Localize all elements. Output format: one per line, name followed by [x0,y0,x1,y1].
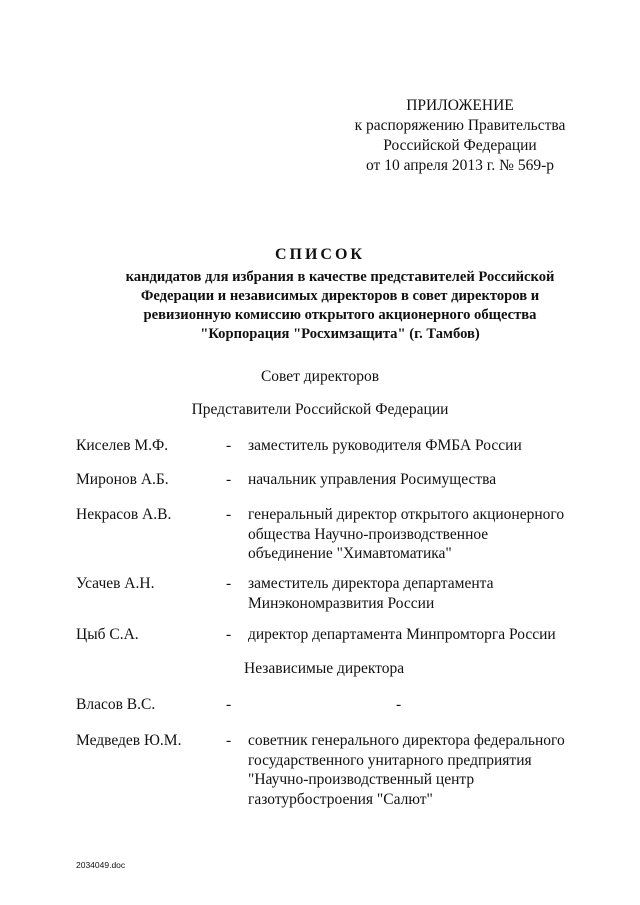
subtitle-line: "Корпорация "Росхимзащита" (г. Тамбов) [200,326,480,342]
subtitle-line: ревизионную комиссию открытого акционерного общества [143,307,537,323]
separator-dash: - [226,696,232,713]
appendix-line: Российской Федерации [383,137,537,154]
candidate-position [396,695,416,715]
subtitle-line: Федерации и независимых директоров в совет директоров и [140,288,540,304]
position-line: газотурбостроения "Салют" [248,790,433,808]
position-line: объединение "Химавтоматика" [248,545,452,562]
position-line: Минэкономразвития России [248,594,435,612]
section-federation-reps-heading: Представители Российской Федерации [191,401,449,418]
position-line: генеральный директор открытого акционерного [248,506,565,523]
candidate-position [248,625,588,645]
candidate-position [248,436,588,456]
section-board-heading: Совет директоров [260,368,380,385]
position-line: советник генерального директора федерального [248,732,565,749]
appendix-heading: ПРИЛОЖЕНИЕ [406,97,514,114]
document-title: СПИСОК [274,246,366,263]
candidate-position [248,574,588,613]
candidate-name: Цыб С.А. [76,626,139,643]
candidate-name: Киселев М.Ф. [76,437,169,454]
candidate-position [248,731,588,809]
candidate-name: Некрасов А.В. [76,506,172,523]
position-line: "Научно-производственный центр [248,771,475,788]
appendix-line: к распоряжению Правительства [354,117,566,134]
position-line: общества Научно-производственное [248,525,489,543]
separator-dash: - [226,506,232,523]
candidate-name: Усачев А.Н. [76,575,155,592]
separator-dash: - [226,732,232,749]
document-subtitle [40,268,640,344]
subtitle-line: кандидатов для избрания в качестве представителей Российской [125,269,555,285]
position-line: - [396,696,402,713]
position-line: директор департамента Минпромторга России [248,626,556,643]
candidate-position [248,470,588,490]
document-filename: 2034049.doc [76,860,126,870]
candidate-name: Медведев Ю.М. [76,732,182,749]
separator-dash: - [226,575,232,592]
candidate-position [248,505,588,564]
position-line: начальник управления Росимущества [248,471,497,488]
separator-dash: - [226,471,232,488]
section-independent-heading: Независимые директора [244,660,405,677]
separator-dash: - [226,626,232,643]
position-line: заместитель руководителя ФМБА России [248,437,522,454]
candidate-name: Власов В.С. [76,696,156,713]
position-line: государственного унитарного предприятия [248,751,532,769]
appendix-date-line: от 10 апреля 2013 г. № 569-р [366,157,554,174]
appendix-block [340,96,580,176]
position-line: заместитель директора департамента [248,575,494,592]
separator-dash: - [226,437,232,454]
candidate-name: Миронов А.Б. [76,471,169,488]
